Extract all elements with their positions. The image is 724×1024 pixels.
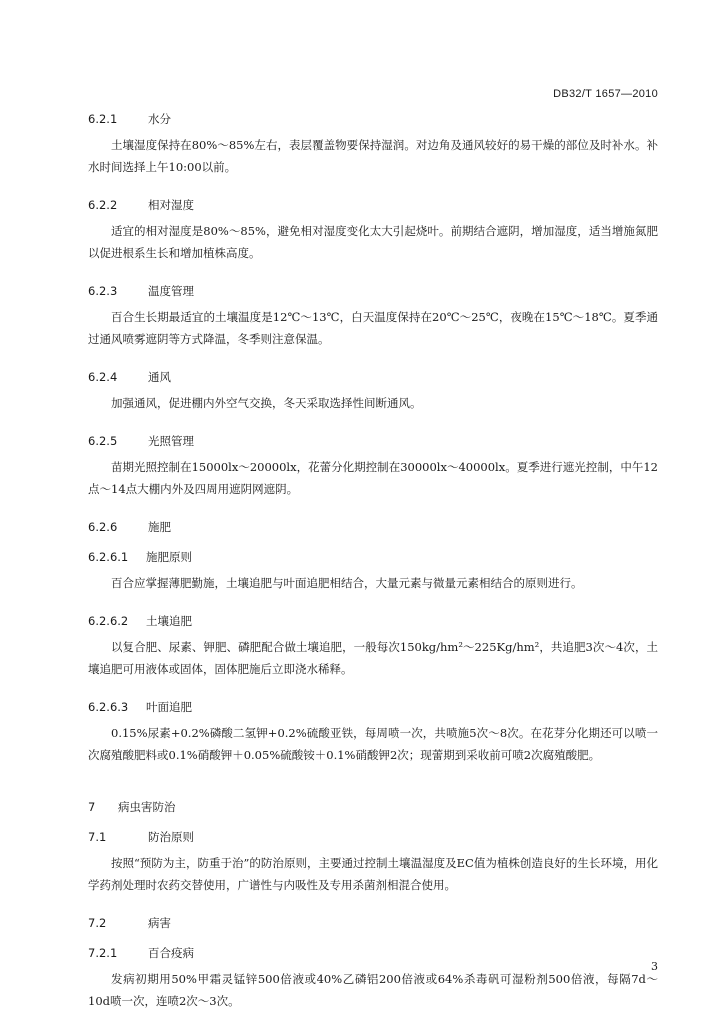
section-heading-6-2-1	[88, 104, 658, 134]
document-body	[88, 104, 658, 1024]
section-title: 百合疫病	[148, 946, 194, 960]
section-title: 光照管理	[148, 434, 194, 448]
section-paragraph: 加强通风，促进棚内外空气交换，冬天采取选择性间断通风。	[111, 396, 422, 410]
section-heading-6-2-2	[88, 190, 658, 220]
section-paragraph: 适宜的相对湿度是80%～85%，避免相对湿度变化太大引起烧叶。前期结合遮阴，增加湿度，适当增施氮肥以促进根系生长和增加植株高度。	[88, 224, 658, 260]
section-heading-6-2-5	[88, 426, 658, 456]
section-heading-6-2-4	[88, 362, 658, 392]
section-heading-6-2-6-1	[88, 542, 658, 572]
section-paragraph: 百合生长期最适宜的土壤温度是12℃～13℃，白天温度保持在20℃～25℃，夜晚在15℃～18℃。夏季通过通风喷雾遮阴等方式降温，冬季则注意保温。	[88, 310, 658, 346]
section-title: 防治原则	[148, 830, 194, 844]
section-heading-7-2-1	[88, 938, 658, 968]
section-heading-6-2-6-2	[88, 606, 658, 636]
section-title: 施肥	[148, 520, 171, 534]
standard-code: DB32/T 1657—2010	[553, 88, 658, 100]
section-paragraph: 以复合肥、尿素、钾肥、磷肥配合做土壤追肥，一般每次150kg/hm²～225Kg/hm²，共追肥3次～4次，土壤追肥可用液体或固体，固体肥施后立即浇水稀释。	[88, 640, 658, 676]
section-title: 土壤追肥	[146, 614, 192, 628]
section-paragraph: 发病初期用50%甲霜灵锰锌500倍液或40%乙磷铝200倍液或64%杀毒矾可湿粉剂500倍液，每隔7d～10d喷一次，连喷2次～3次。	[88, 972, 658, 1008]
section-number: 7.2.1	[88, 946, 118, 960]
section-number: 6.2.6.1	[88, 550, 129, 564]
section-number: 7.2	[88, 916, 107, 930]
section-number: 6.2.1	[88, 112, 118, 126]
section-number: 6.2.2	[88, 198, 118, 212]
section-title: 相对湿度	[148, 198, 194, 212]
section-paragraph: 土壤湿度保持在80%～85%左右，表层覆盖物要保持湿润。对边角及通风较好的易干燥的部位及时补水。补水时间选择上午10:00以前。	[88, 138, 658, 174]
section-heading-7-2	[88, 908, 658, 938]
section-number: 6.2.4	[88, 370, 118, 384]
section-title: 病虫害防治	[118, 800, 176, 814]
section-number: 6.2.6.3	[88, 700, 129, 714]
section-title: 病害	[148, 916, 171, 930]
section-paragraph: 百合应掌握薄肥勤施，土壤追肥与叶面追肥相结合，大量元素与微量元素相结合的原则进行。	[111, 576, 583, 590]
section-title: 叶面追肥	[146, 700, 192, 714]
section-heading-7	[88, 792, 658, 822]
section-heading-6-2-3	[88, 276, 658, 306]
section-number: 6.2.6.2	[88, 614, 129, 628]
section-heading-6-2-6-3	[88, 692, 658, 722]
section-number: 7	[88, 800, 96, 814]
section-number: 6.2.5	[88, 434, 118, 448]
section-title: 温度管理	[148, 284, 194, 298]
section-number: 6.2.3	[88, 284, 118, 298]
section-title: 通风	[148, 370, 171, 384]
section-number: 6.2.6	[88, 520, 118, 534]
section-paragraph: 按照“预防为主，防重于治”的防治原则，主要通过控制土壤温湿度及EC值为植株创造良好的生长环境，用化学药剂处理时农药交替使用，广谱性与内吸性及专用杀菌剂相混合使用。	[88, 856, 658, 892]
spacer	[88, 778, 658, 792]
section-paragraph: 苗期光照控制在15000lx～20000lx，花蕾分化期控制在30000lx～40000lx。夏季进行遮光控制，中午12点～14点大棚内外及四周用遮阴网遮阴。	[88, 460, 658, 496]
section-title: 施肥原则	[146, 550, 192, 564]
section-heading-6-2-6	[88, 512, 658, 542]
page-number: 3	[651, 960, 658, 973]
section-paragraph: 0.15%尿素+0.2%磷酸二氢钾+0.2%硫酸亚铁，每周喷一次，共喷施5次～8次。在花芽分化期还可以喷一次腐殖酸肥料或0.1%硝酸钾＋0.05%硫酸铵＋0.1%硝酸钾2次；现蕾期到采收前可喷2次腐殖酸肥。	[88, 726, 658, 762]
section-number: 7.1	[88, 830, 107, 844]
section-title: 水分	[148, 112, 171, 126]
section-heading-7-1	[88, 822, 658, 852]
